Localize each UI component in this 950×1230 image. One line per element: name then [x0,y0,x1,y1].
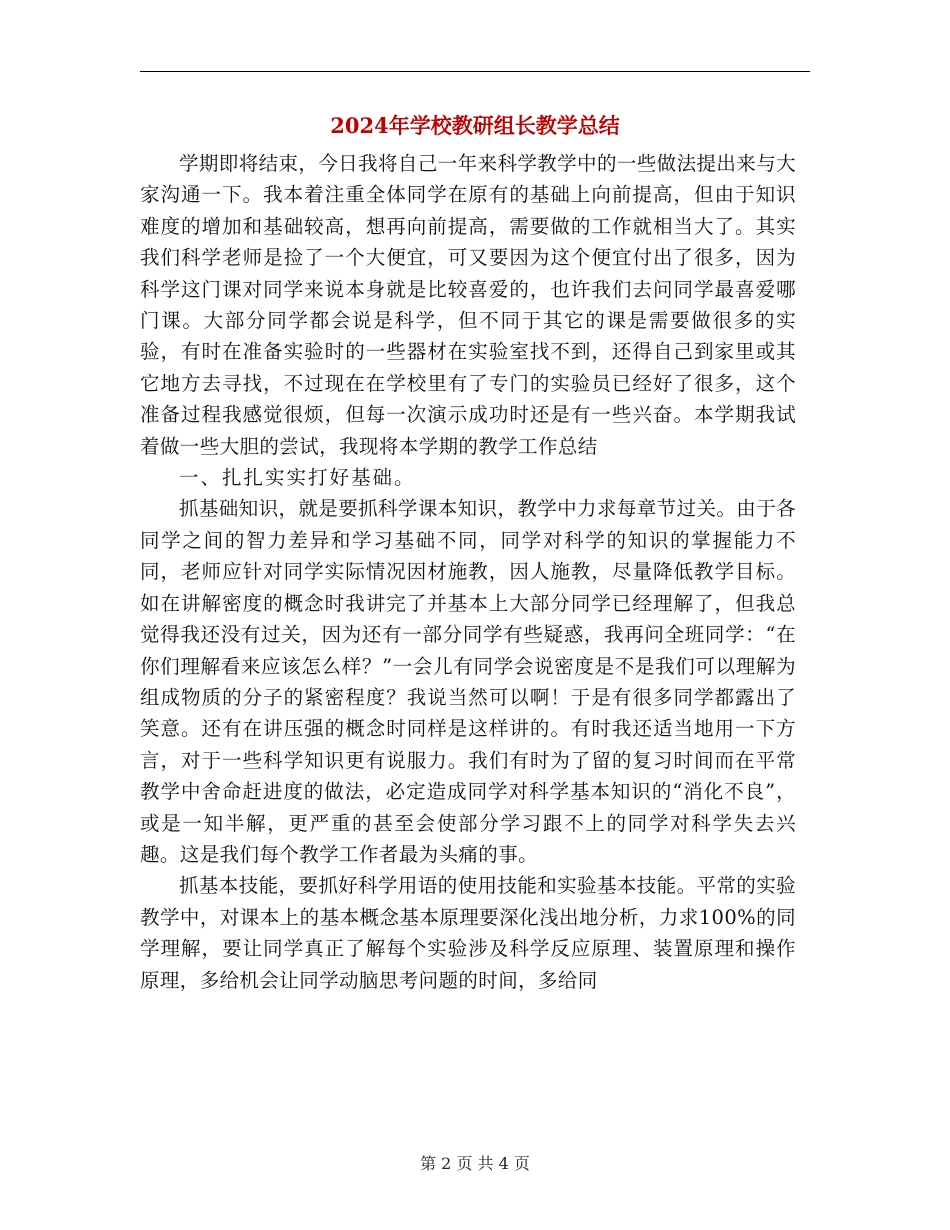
document-body [140,148,796,996]
paragraph-basic-knowledge: 抓基础知识，就是要抓科学课本知识，教学中力求每章节过关。由于各同学之间的智力差异和学习基础不同，同学对科学的知识的掌握能力不同，老师应针对同学实际情况因材施教，因人施教，尽量降低教学目标。如在讲解密度的概念时我讲完了并基本上大部分同学已经理解了，但我总觉得我还没有过关，因为还有一部分同学有些疑惑，我再问全班同学：“在你们理解看来应该怎么样？”一会儿有同学会说密度是不是我们可以理解为组成物质的分子的紧密程度？我说当然可以啊！于是有很多同学都露出了笑意。还有在讲压强的概念时同样是这样讲的。有时我还适当地用一下方言，对于一些科学知识更有说服力。我们有时为了留的复习时间而在平常教学中舍命赶进度的做法，必定造成同学对科学基本知识的“消化不良”，或是一知半解，更严重的甚至会使部分学习跟不上的同学对科学失去兴趣。这是我们每个教学工作者最为头痛的事。 [140,497,796,866]
page-footer: 第 2 页 共 4 页 [420,1154,530,1173]
paragraph-intro: 学期即将结束，今日我将自己一年来科学教学中的一些做法提出来与大家沟通一下。我本着注重全体同学在原有的基础上向前提高，但由于知识难度的增加和基础较高，想再向前提高，需要做的工作就相当大了。其实我们科学老师是捡了一个大便宜，可又要因为这个便宜付出了很多，因为科学这门课对同学来说本身就是比较喜爱的，也许我们去问同学最喜爱哪门课。大部分同学都会说是科学，但不同于其它的课是需要做很多的实验，有时在准备实验时的一些器材在实验室找不到，还得自己到家里或其它地方去寻找，不过现在在学校里有了专门的实验员已经好了很多，这个准备过程我感觉很烦，但每一次演示成功时还是有一些兴奋。本学期我试着做一些大胆的尝试，我现将本学期的教学工作总结 [140,152,796,458]
paragraph-basic-skills: 抓基本技能，要抓好科学用语的使用技能和实验基本技能。平常的实验教学中，对课本上的基本概念基本原理要深化浅出地分析，力求100%的同学理解，要让同学真正了解每个实验涉及科学反应原理、装置原理和操作原理，多给机会让同学动脑思考问题的时间，多给同 [140,874,796,992]
header-rule [140,71,810,72]
document-title: 2024年学校教研组长教学总结 [330,113,620,138]
section-heading: 一、扎扎实实打好基础。 [179,466,416,490]
